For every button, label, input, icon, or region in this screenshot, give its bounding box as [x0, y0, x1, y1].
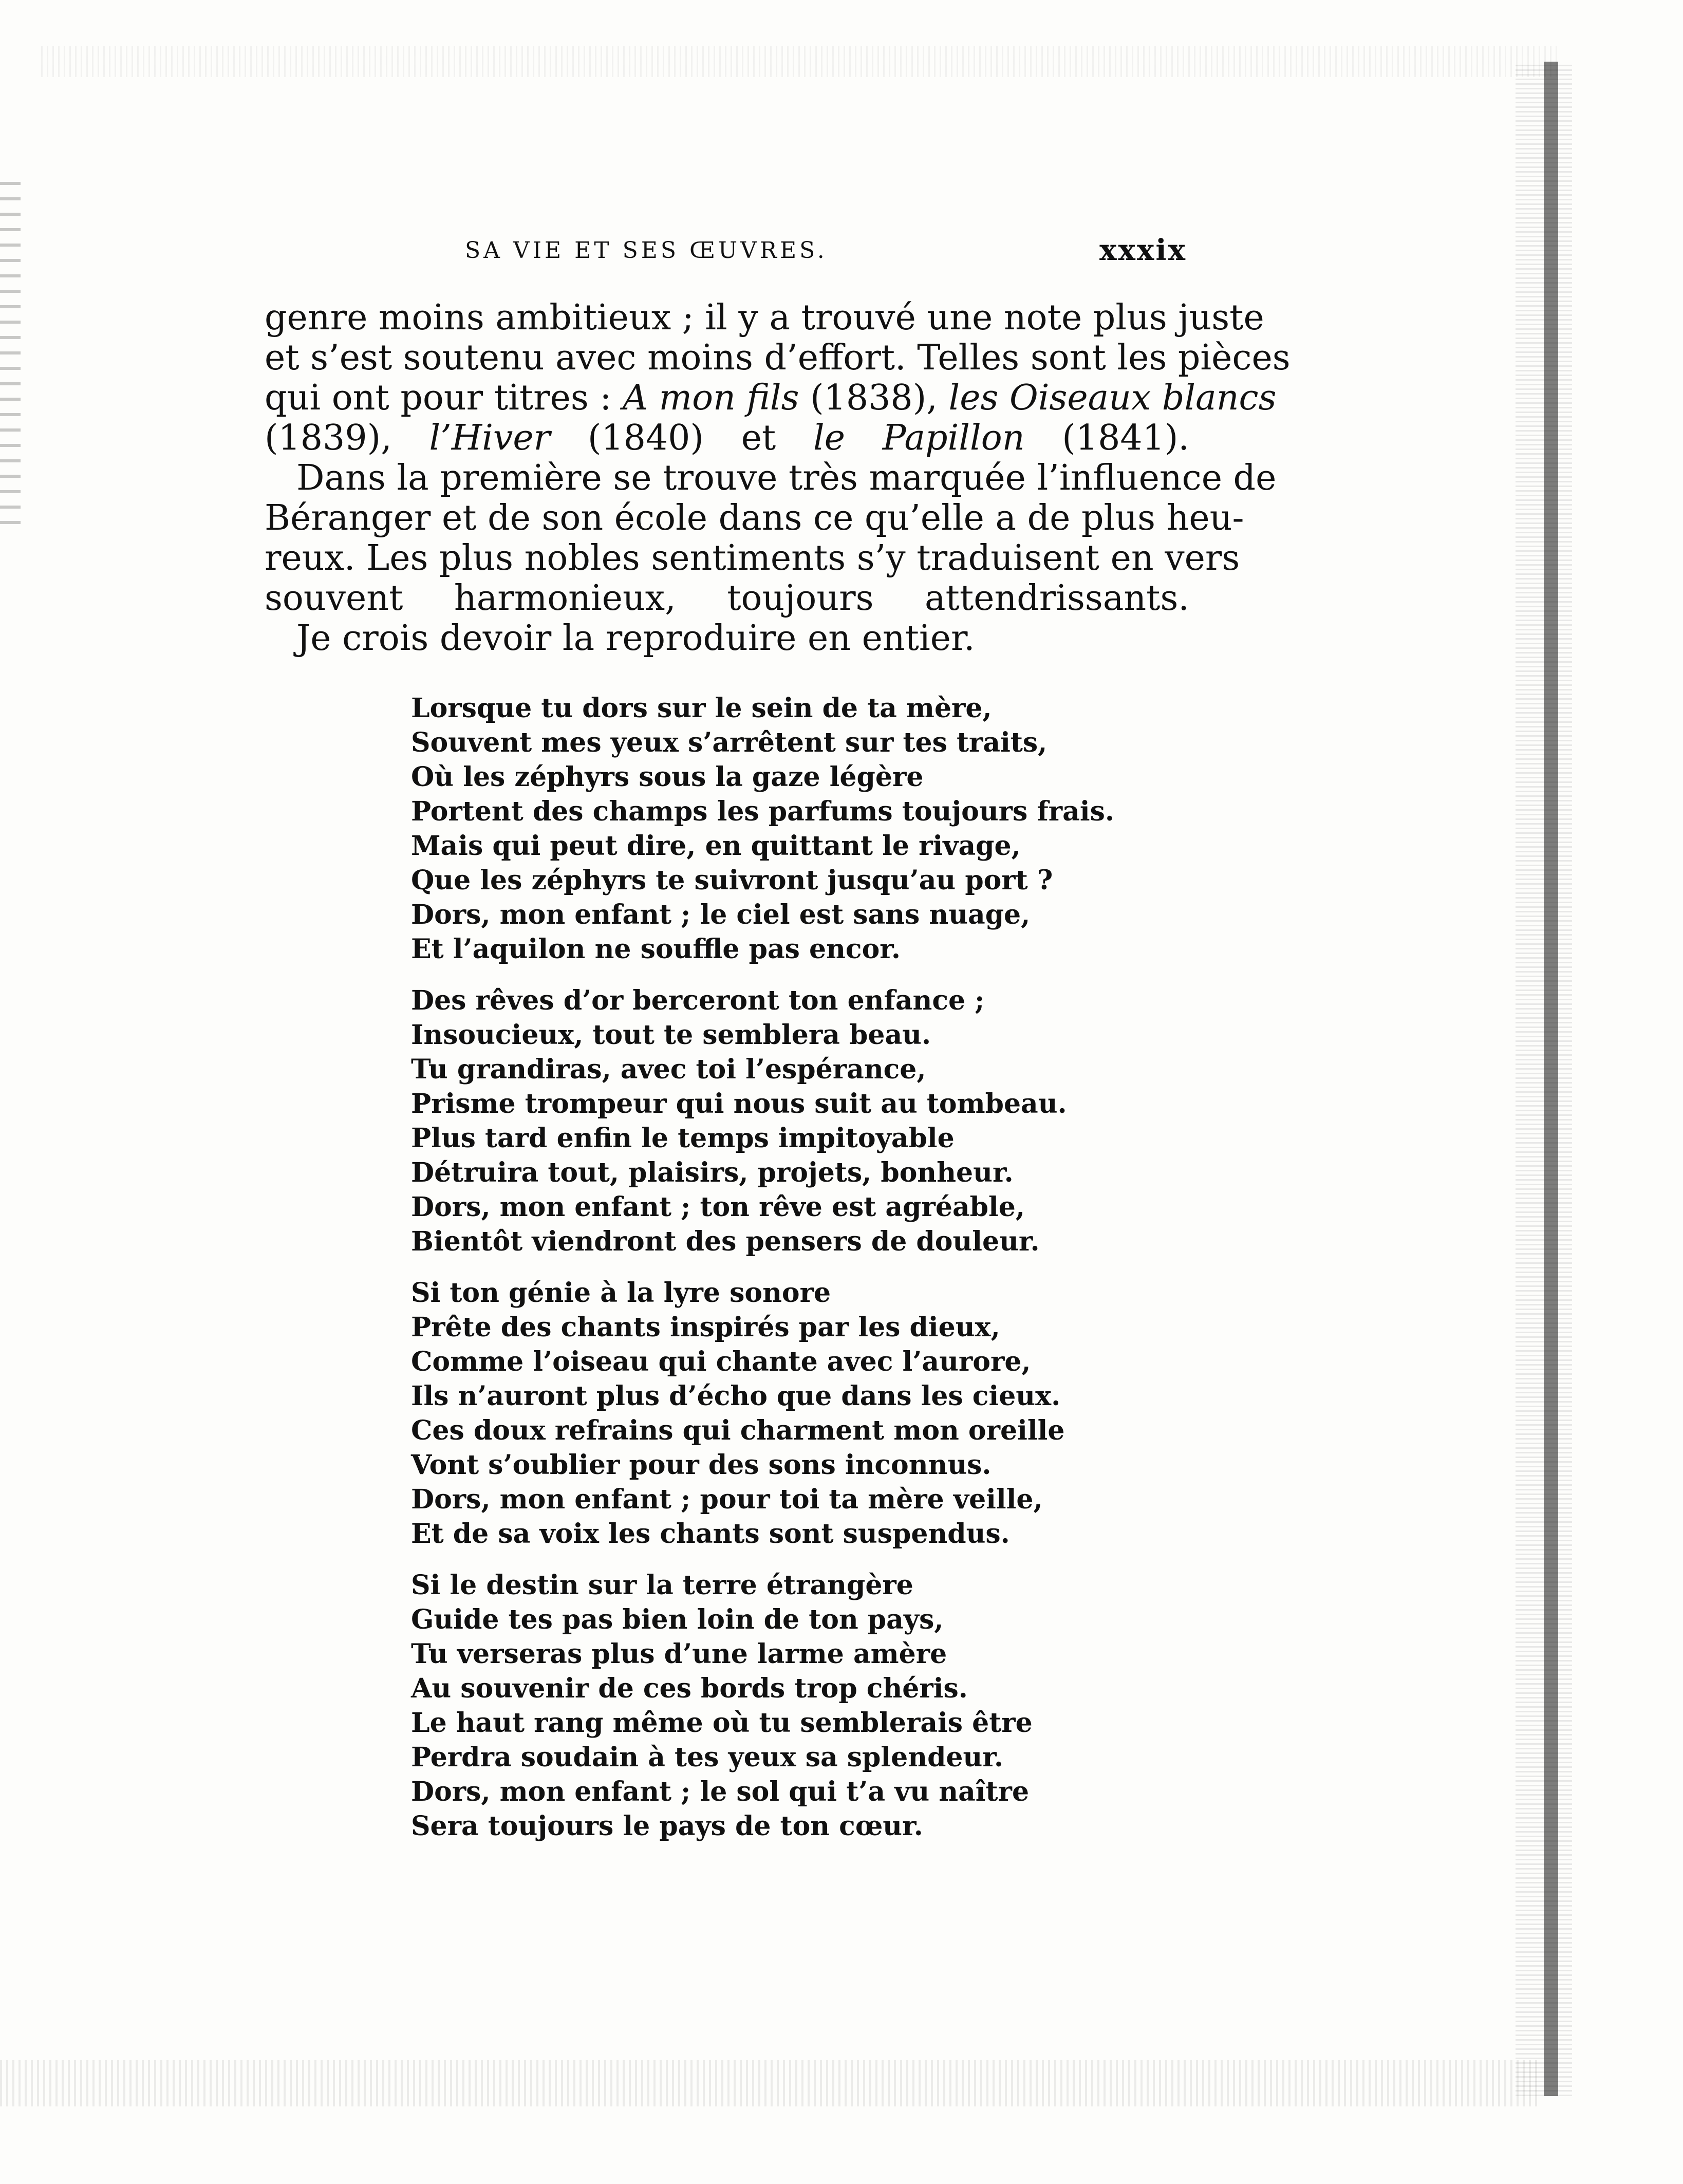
paragraph-2 — [265, 458, 1277, 619]
stanza-3 — [411, 1276, 1130, 1551]
verse-line: Où les zéphyrs sous la gaze légère — [411, 761, 924, 793]
verse-line: Ces doux refrains qui charment mon oreille — [411, 1415, 1065, 1446]
prose-line: Béranger et de son école dans ce qu’elle a de plus heu- — [265, 498, 1244, 538]
scan-noise-left — [0, 175, 21, 524]
verse-line: Portent des champs les parfums toujours frais. — [411, 796, 1114, 827]
scan-noise-top — [41, 46, 1557, 77]
verse-line: Mais qui peut dire, en quittant le rivage, — [411, 830, 1021, 862]
prose-line: Je crois devoir la reproduire en entier. — [296, 618, 975, 659]
prose-line: genre moins ambitieux ; il y a trouvé une note plus juste — [265, 297, 1264, 338]
running-head — [270, 233, 1187, 273]
prose-line: qui ont pour titres : A mon fils (1838), les Oiseaux blancs — [265, 378, 1277, 418]
title-les-oiseaux-blancs: les Oiseaux blancs — [948, 378, 1277, 418]
verse-line: Dors, mon enfant ; pour toi ta mère veille, — [411, 1484, 1043, 1515]
verse-line: Prête des chants inspirés par les dieux, — [411, 1312, 1000, 1343]
verse-line: Vont s’oublier pour des sons inconnus. — [411, 1449, 992, 1481]
verse-line: Insoucieux, tout te semblera beau. — [411, 1019, 931, 1051]
prose-line: et s’est soutenu avec moins d’effort. Telles sont les pièces — [265, 338, 1291, 378]
verse-line: Guide tes pas bien loin de ton pays, — [411, 1604, 944, 1635]
verse-line: Et l’aquilon ne souffle pas encor. — [411, 934, 901, 965]
poem — [411, 691, 1130, 1860]
page-number: xxxix — [1099, 233, 1187, 267]
stanza-4 — [411, 1568, 1130, 1843]
verse-line: Bientôt viendront des pensers de douleur. — [411, 1226, 1040, 1257]
paragraph-1 — [265, 297, 1291, 458]
stanza-2 — [411, 983, 1130, 1259]
verse-line: Dors, mon enfant ; ton rêve est agréable, — [411, 1191, 1025, 1223]
verse-line: Et de sa voix les chants sont suspendus. — [411, 1518, 1010, 1550]
verse-line: Sera toujours le pays de ton cœur. — [411, 1810, 923, 1842]
verse-line: Détruira tout, plaisirs, projets, bonheur. — [411, 1157, 1014, 1188]
running-title: SA VIE ET SES ŒUVRES. — [465, 237, 828, 264]
verse-line: Prisme trompeur qui nous suit au tombeau. — [411, 1088, 1067, 1119]
scan-noise-bottom — [0, 2060, 1541, 2106]
verse-line: Tu verseras plus d’une larme amère — [411, 1638, 947, 1670]
stanza-1 — [411, 691, 1130, 966]
prose-line: Dans la première se trouve très marquée l’influence de — [296, 458, 1277, 498]
verse-line: Ils n’auront plus d’écho que dans les cieux. — [411, 1380, 1061, 1412]
verse-line: Dors, mon enfant ; le sol qui t’a vu naître — [411, 1776, 1030, 1807]
verse-line: Dors, mon enfant ; le ciel est sans nuage, — [411, 899, 1031, 930]
title-a-mon-fils: A mon fils — [622, 378, 799, 418]
verse-line: Au souvenir de ces bords trop chéris. — [411, 1673, 968, 1704]
verse-line: Comme l’oiseau qui chante avec l’aurore, — [411, 1346, 1031, 1377]
verse-line: Des rêves d’or berceront ton enfance ; — [411, 985, 985, 1016]
title-le-papillon: le Papillon — [813, 418, 1025, 458]
verse-line: Souvent mes yeux s’arrêtent sur tes traits, — [411, 727, 1048, 758]
verse-line: Perdra soudain à tes yeux sa splendeur. — [411, 1742, 1004, 1773]
title-l-hiver: l’Hiver — [429, 418, 551, 458]
verse-line: Plus tard enfin le temps impitoyable — [411, 1123, 955, 1154]
prose-line: reux. Les plus nobles sentiments s’y traduisent en vers — [265, 538, 1240, 578]
verse-line: Tu grandiras, avec toi l’espérance, — [411, 1054, 926, 1085]
paragraph-3 — [265, 619, 1189, 659]
verse-line: Si le destin sur la terre étrangère — [411, 1570, 913, 1601]
verse-line: Le haut rang même où tu semblerais être — [411, 1707, 1033, 1739]
verse-line: Que les zéphyrs te suivront jusqu’au port ? — [411, 865, 1053, 896]
prose-body — [265, 297, 1291, 659]
verse-line: Si ton génie à la lyre sonore — [411, 1277, 831, 1309]
page-gutter-shadow — [1544, 62, 1558, 2096]
prose-line: souvent harmonieux, toujours attendrissants. — [265, 578, 1189, 619]
prose-line: (1839), l’Hiver (1840) et le Papillon (1841). — [265, 418, 1189, 458]
verse-line: Lorsque tu dors sur le sein de ta mère, — [411, 693, 992, 724]
